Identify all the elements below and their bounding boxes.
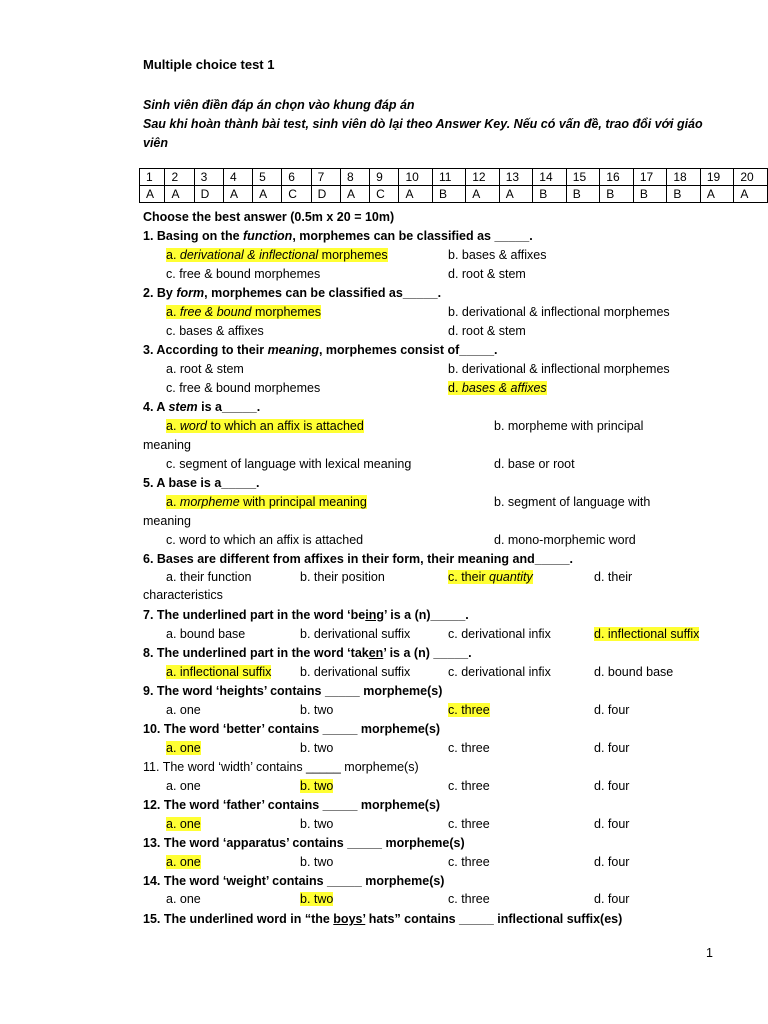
q8-option-b: b. derivational suffix	[300, 665, 411, 679]
answer-key-answer-cell: A	[340, 186, 369, 203]
answer-key-numbers-row	[140, 169, 768, 186]
answer-key-answers-row	[140, 186, 768, 203]
answer-key-answer-cell: A	[165, 186, 194, 203]
question-10: 10. The word ‘better’ contains _____ morpheme(s)	[143, 722, 441, 736]
q12-option-a: a. one	[166, 817, 201, 831]
q13-option-a: a. one	[166, 855, 201, 869]
q6-option-d-continued: characteristics	[143, 588, 223, 602]
q4-option-a: a. word to which an affix is attached	[166, 419, 364, 433]
q6-option-b: b. their position	[300, 570, 385, 584]
q3-option-b: b. derivational & inflectional morphemes	[448, 362, 670, 376]
q11-option-d: d. four	[594, 779, 630, 793]
q11-option-a: a. one	[166, 779, 201, 793]
question-12: 12. The word ‘father’ contains _____ morpheme(s)	[143, 798, 441, 812]
answer-key-answer-cell: D	[194, 186, 223, 203]
q1-option-d: d. root & stem	[448, 267, 526, 281]
q10-option-b: b. two	[300, 741, 334, 755]
q12-option-c: c. three	[448, 817, 490, 831]
q14-option-c: c. three	[448, 892, 490, 906]
answer-key-answer-cell: A	[399, 186, 433, 203]
q4-option-c: c. segment of language with lexical meaning	[166, 457, 412, 471]
q13-option-c: c. three	[448, 855, 490, 869]
answer-key-answer-cell: A	[734, 186, 768, 203]
q12-option-b: b. two	[300, 817, 334, 831]
answer-key-number-cell: 9	[370, 169, 399, 186]
question-4: 4. A stem is a_____.	[143, 400, 261, 414]
q9-option-a: a. one	[166, 703, 201, 717]
q11-option-c: c. three	[448, 779, 490, 793]
answer-key-number-cell: 20	[734, 169, 768, 186]
answer-key-number-cell: 12	[466, 169, 500, 186]
q8-option-a: a. inflectional suffix	[166, 665, 272, 679]
question-15: 15. The underlined word in “the boys’ hats” contains _____ inflectional suffix(es)	[143, 912, 623, 926]
answer-key-answer-cell: D	[311, 186, 340, 203]
instructions	[143, 96, 723, 153]
question-3: 3. According to their meaning, morphemes consist of_____.	[143, 343, 498, 357]
answer-key-number-cell: 6	[282, 169, 311, 186]
answer-key-table	[139, 168, 768, 203]
q11-option-b: b. two	[300, 779, 334, 793]
q2-option-b: b. derivational & inflectional morphemes	[448, 305, 670, 319]
answer-key-answer-cell: A	[140, 186, 165, 203]
answer-key-answer-cell: B	[667, 186, 701, 203]
question-1: 1. Basing on the function, morphemes can be classified as _____.	[143, 229, 533, 243]
q3-option-a: a. root & stem	[166, 362, 244, 376]
answer-key-number-cell: 19	[700, 169, 734, 186]
answer-key-number-cell: 11	[432, 169, 465, 186]
q10-option-c: c. three	[448, 741, 490, 755]
answer-key-number-cell: 13	[499, 169, 533, 186]
answer-key-answer-cell: A	[253, 186, 282, 203]
q6-option-a: a. their function	[166, 570, 252, 584]
answer-key-answer-cell: A	[700, 186, 734, 203]
q7-option-d: d. inflectional suffix	[594, 627, 700, 641]
answer-key-answer-cell: B	[566, 186, 600, 203]
answer-key-number-cell: 3	[194, 169, 223, 186]
section-heading: Choose the best answer (0.5m x 20 = 10m)	[143, 210, 395, 224]
q5-option-a: a. morpheme with principal meaning	[166, 495, 367, 509]
q4-option-b-continued: meaning	[143, 438, 191, 452]
answer-key-number-cell: 15	[566, 169, 600, 186]
q12-option-d: d. four	[594, 817, 630, 831]
q3-option-c: c. free & bound morphemes	[166, 381, 321, 395]
answer-key-number-cell: 4	[223, 169, 252, 186]
answer-key-number-cell: 17	[633, 169, 667, 186]
q3-option-d: d. bases & affixes	[448, 381, 547, 395]
q14-option-a: a. one	[166, 892, 201, 906]
question-11: 11. The word ‘width’ contains _____ morpheme(s)	[143, 760, 419, 774]
answer-key-number-cell: 5	[253, 169, 282, 186]
q1-option-a: a. derivational & inflectional morphemes	[166, 248, 388, 262]
q6-option-c: c. their quantity	[448, 570, 533, 584]
question-14: 14. The word ‘weight’ contains _____ morpheme(s)	[143, 874, 445, 888]
answer-key-answer-cell: B	[633, 186, 667, 203]
instruction-line-1: Sinh viên điền đáp án chọn vào khung đáp án	[143, 98, 415, 112]
answer-key-answer-cell: B	[432, 186, 465, 203]
question-9: 9. The word ‘heights’ contains _____ morpheme(s)	[143, 684, 443, 698]
q7-option-a: a. bound base	[166, 627, 246, 641]
q7-option-c: c. derivational infix	[448, 627, 551, 641]
q9-option-c: c. three	[448, 703, 490, 717]
answer-key-number-cell: 8	[340, 169, 369, 186]
question-7: 7. The underlined part in the word ‘being’ is a (n)_____.	[143, 608, 469, 622]
q10-option-d: d. four	[594, 741, 630, 755]
q8-option-c: c. derivational infix	[448, 665, 551, 679]
answer-key-number-cell: 2	[165, 169, 194, 186]
question-6: 6. Bases are different from affixes in their form, their meaning and_____.	[143, 552, 573, 566]
answer-key-number-cell: 16	[600, 169, 634, 186]
q13-option-d: d. four	[594, 855, 630, 869]
answer-key-number-cell: 10	[399, 169, 433, 186]
q9-option-d: d. four	[594, 703, 630, 717]
page-number: 1	[706, 946, 713, 960]
question-8: 8. The underlined part in the word ‘taken’ is a (n) _____.	[143, 646, 472, 660]
answer-key-number-cell: 18	[667, 169, 701, 186]
answer-key-answer-cell: A	[499, 186, 533, 203]
q6-option-d: d. their	[594, 570, 633, 584]
q13-option-b: b. two	[300, 855, 334, 869]
q14-option-b: b. two	[300, 892, 334, 906]
q1-option-c: c. free & bound morphemes	[166, 267, 321, 281]
q5-option-b: b. segment of language with	[494, 495, 651, 509]
q2-option-a: a. free & bound morphemes	[166, 305, 321, 319]
answer-key-answer-cell: B	[533, 186, 567, 203]
q7-option-b: b. derivational suffix	[300, 627, 411, 641]
q4-option-b: b. morpheme with principal	[494, 419, 644, 433]
answer-key-number-cell: 7	[311, 169, 340, 186]
q9-option-b: b. two	[300, 703, 334, 717]
q10-option-a: a. one	[166, 741, 201, 755]
answer-key-answer-cell: A	[223, 186, 252, 203]
answer-key-number-cell: 14	[533, 169, 567, 186]
question-2: 2. By form, morphemes can be classified as_____.	[143, 286, 442, 300]
q2-option-c: c. bases & affixes	[166, 324, 264, 338]
q14-option-d: d. four	[594, 892, 630, 906]
q2-option-d: d. root & stem	[448, 324, 526, 338]
answer-key-answer-cell: B	[600, 186, 634, 203]
page-title: Multiple choice test 1	[143, 57, 275, 72]
answer-key-number-cell: 1	[140, 169, 165, 186]
answer-key-answer-cell: A	[466, 186, 500, 203]
q5-option-c: c. word to which an affix is attached	[166, 533, 364, 547]
q4-option-d: d. base or root	[494, 457, 575, 471]
answer-key-answer-cell: C	[370, 186, 399, 203]
q5-option-b-continued: meaning	[143, 514, 191, 528]
q8-option-d: d. bound base	[594, 665, 674, 679]
q1-option-b: b. bases & affixes	[448, 248, 547, 262]
question-5: 5. A base is a_____.	[143, 476, 260, 490]
q5-option-d: d. mono-morphemic word	[494, 533, 636, 547]
question-13: 13. The word ‘apparatus’ contains _____ morpheme(s)	[143, 836, 465, 850]
instruction-line-2: Sau khi hoàn thành bài test, sinh viên dò lại theo Answer Key. Nếu có vấn đề, trao đổi với giáo viên	[143, 117, 703, 150]
answer-key-answer-cell: C	[282, 186, 311, 203]
